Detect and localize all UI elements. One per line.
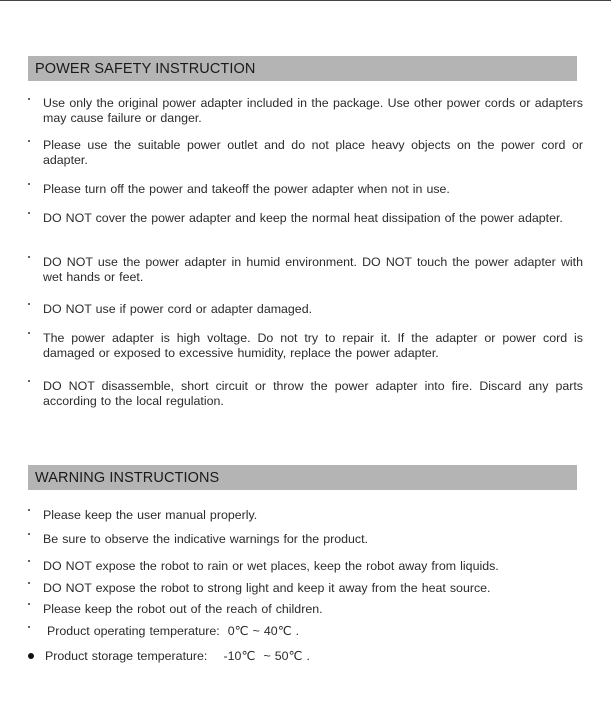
power-safety-item-6: DO NOT use if power cord or adapter damaged. (43, 302, 313, 316)
bullet-icon (28, 332, 32, 336)
top-rule (0, 0, 611, 1)
warning-item-6: Product operating temperature: 0℃ ~ 40℃ . (47, 624, 300, 638)
bullet-icon (28, 603, 32, 607)
bullet-icon (28, 582, 32, 586)
power-safety-item-3: Please turn off the power and takeoff the power adapter when not in use. (43, 182, 450, 196)
power-safety-item-8: DO NOT disassemble, short circuit or throw the power adapter into fire. Discard any parts according to the local regulation. (43, 379, 583, 408)
bullet-icon (28, 256, 32, 260)
power-safety-item-4: DO NOT cover the power adapter and keep the normal heat dissipation of the power adapter. (43, 211, 563, 225)
bullet-icon (28, 509, 32, 513)
bullet-icon (28, 212, 32, 216)
bullet-icon (28, 303, 32, 307)
power-safety-item-5: DO NOT use the power adapter in humid environment. DO NOT touch the power adapter with wet hands or feet. (43, 255, 583, 284)
warning-item-7: Product storage temperature: -10℃ ~ 50℃ . (45, 649, 310, 663)
bullet-icon (28, 380, 32, 384)
bullet-icon (28, 183, 32, 187)
warning-item-4: DO NOT expose the robot to strong light and keep it away from the heat source. (43, 581, 491, 595)
bullet-icon (28, 98, 32, 102)
bullet-icon (29, 654, 33, 658)
bullet-icon (28, 626, 32, 630)
power-safety-item-7: The power adapter is high voltage. Do not try to repair it. If the adapter or power cord is damaged or exposed to excessive humidity, replace the power adapter. (43, 331, 583, 360)
warning-item-2: Be sure to observe the indicative warnings for the product. (43, 532, 368, 546)
power-safety-item-2: Please use the suitable power outlet and do not place heavy objects on the power cord or adapter. (43, 138, 583, 167)
bullet-icon (28, 560, 32, 564)
bullet-icon (28, 140, 32, 144)
power-safety-item-1: Use only the original power adapter included in the package. Use other power cords or adapters may cause failure or danger. (43, 96, 583, 125)
bullet-icon (28, 533, 32, 537)
power-safety-header: POWER SAFETY INSTRUCTION (28, 56, 577, 81)
warning-item-1: Please keep the user manual properly. (43, 508, 258, 522)
warning-item-3: DO NOT expose the robot to rain or wet places, keep the robot away from liquids. (43, 559, 499, 573)
warning-header: WARNING INSTRUCTIONS (28, 465, 577, 490)
warning-item-5: Please keep the robot out of the reach of children. (43, 602, 323, 616)
